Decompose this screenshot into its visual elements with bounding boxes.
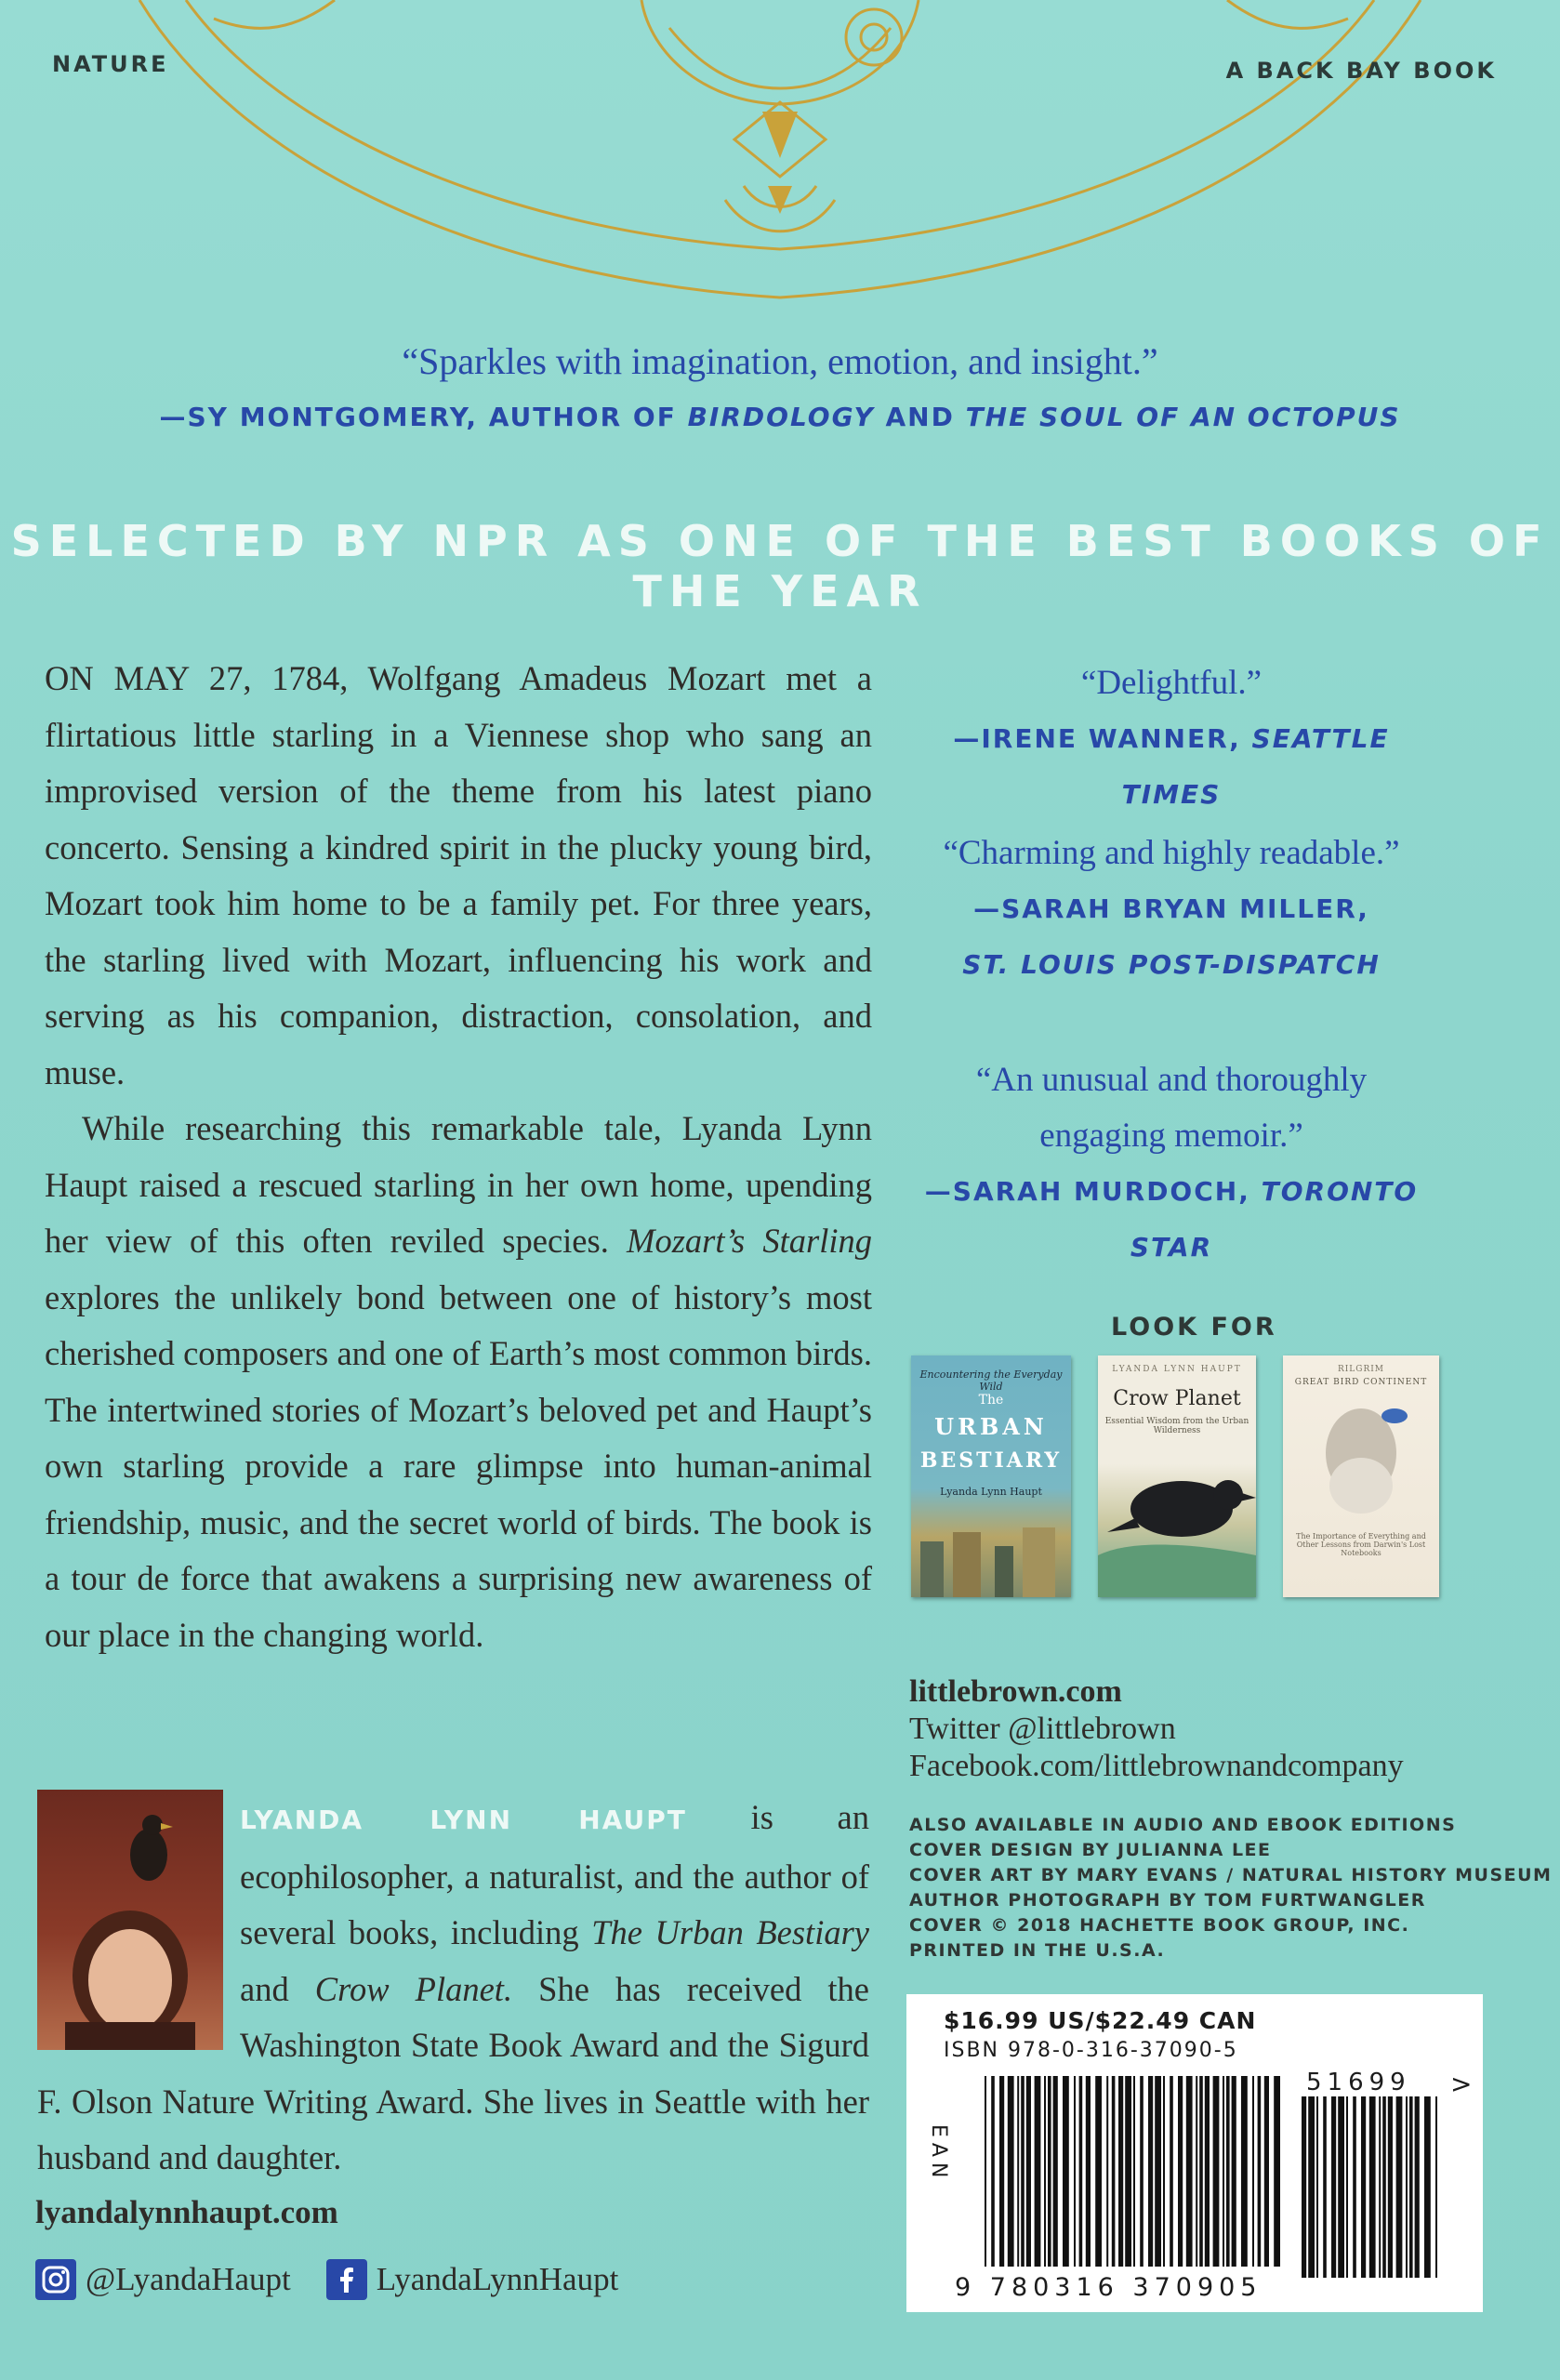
praise-2-source-pub-text: ST. LOUIS POST-DISPATCH (962, 949, 1381, 980)
author-social-links (35, 2259, 618, 2300)
ean-number: 9 780316 370905 (955, 2273, 1263, 2302)
imprint-label: A BACK BAY BOOK (1225, 58, 1497, 84)
attribution-mid: AND (874, 402, 966, 432)
praise-2-text: “Charming and highly readable.” (943, 834, 1400, 872)
praise-quote-1 (911, 655, 1432, 823)
credit-line: ALSO AVAILABLE IN AUDIO AND EBOOK EDITIONS (909, 1815, 1457, 1835)
gold-ornament-frame (0, 0, 1560, 316)
book-1-title-3: BESTIARY (919, 1448, 1063, 1473)
description-paragraph-1: ON MAY 27, 1784, Wolfgang Amadeus Mozart met a flirtatious little starling in a Viennese shop who sang an improvised version of the theme from his latest piano concerto. Sensing a kindred spirit in the plucky young bird, Mozart took him home to be a family pet. For three years, the starling lived with Mozart, influencing his work and serving as his companion, distraction, consolation, and muse. (45, 659, 872, 1091)
praise-1-source-pub: SEATTLE TIMES (1121, 723, 1390, 810)
crow-icon (1098, 1444, 1256, 1597)
book-3-author: RILGRIM (1337, 1365, 1385, 1374)
book-2-title: Crow Planet (1113, 1387, 1241, 1410)
credit-line: PRINTED IN THE U.S.A. (909, 1940, 1166, 1961)
facebook-handle[interactable]: LyandaLynnHaupt (376, 2261, 619, 2297)
credit-line: AUTHOR PHOTOGRAPH BY TOM FURTWANGLER (909, 1890, 1426, 1911)
attribution-title-2: THE SOUL OF AN OCTOPUS (965, 402, 1401, 432)
facebook-icon[interactable] (326, 2259, 367, 2300)
barcode-panel (906, 1994, 1483, 2312)
praise-3-source-name: —SARAH MURDOCH, (924, 1176, 1262, 1207)
publisher-site-text: littlebrown.com (909, 1674, 1122, 1709)
price-label: $16.99 US/$22.49 CAN (944, 2007, 1257, 2034)
book-1-subtitle: Encountering the Everyday Wild (919, 1368, 1063, 1393)
book-1-title-2: URBAN (934, 1413, 1048, 1440)
book-1-title-1: The (978, 1393, 1004, 1408)
book-2-subtitle: Essential Wisdom from the Urban Wilderness (1104, 1417, 1249, 1435)
praise-3-source (911, 1164, 1432, 1276)
publisher-info (909, 1673, 1404, 1785)
top-review-quote: “Sparkles with imagination, emotion, and insight.” (402, 340, 1158, 382)
barcode-bars-icon (985, 2076, 1282, 2267)
bio-text-c: She has received the Washington State Book Award and the Sigurd F. Olson Nature Writing Award. She lives in Seattle with her husband and daughter. (37, 1969, 870, 2176)
praise-1-source-name: —IRENE WANNER, (953, 723, 1252, 754)
praise-3-text-line-2: engaging memoir.” (1039, 1117, 1303, 1155)
paragraph-2-title: Mozart’s Starling (627, 1222, 872, 1260)
book-2-author: LYANDA LYNN HAUPT (1112, 1365, 1242, 1374)
praise-2-source-pub (911, 937, 1432, 993)
attribution-prefix: —SY MONTGOMERY, AUTHOR OF (159, 402, 688, 432)
paragraph-2-start: While researching this remarkable tale, Lyanda Lynn Haupt raised a rescued starling in her own home, upending her view of this often reviled species. (45, 1109, 872, 1260)
credit-line: COVER © 2018 HACHETTE BOOK GROUP, INC. (909, 1915, 1410, 1936)
author-bio (37, 1790, 869, 2187)
author-website[interactable]: lyandalynnhaupt.com (35, 2194, 338, 2230)
barcode-addon-number: 51699 (1306, 2069, 1411, 2096)
npr-banner: SELECTED BY NPR AS ONE OF THE BEST BOOKS OF THE YEAR (10, 516, 1550, 616)
book-description (45, 651, 872, 1663)
praise-1-source (911, 711, 1432, 823)
bio-text-a: is an ecophilosopher, a naturalist, and the author of several books, including (240, 1798, 870, 1951)
book-cover-great-bird-continent (1283, 1355, 1439, 1597)
bio-book-2: Crow Planet. (314, 1969, 513, 2008)
description-paragraph-2 (45, 1101, 872, 1663)
credit-line: COVER ART BY MARY EVANS / NATURAL HISTORY MUSEUM (909, 1865, 1553, 1885)
book-3-title: GREAT BIRD CONTINENT (1294, 1378, 1428, 1387)
praise-2-source-name: —SARAH BRYAN MILLER, (973, 893, 1369, 924)
isbn-label: ISBN 978-0-316-37090-5 (944, 2039, 1238, 2062)
portrait-illustration (1283, 1397, 1439, 1518)
praise-quote-3 (911, 1052, 1432, 1276)
praise-1-text: “Delightful.” (1080, 664, 1263, 702)
bio-book-1: The Urban Bestiary (591, 1913, 869, 1951)
credits-list (909, 1813, 1552, 1964)
book-1-illustration (911, 1514, 1071, 1597)
barcode-addon-bars-icon (1302, 2096, 1441, 2282)
top-review-attribution (0, 402, 1560, 432)
praise-3-text-line-1: “An unusual and thoroughly (975, 1061, 1368, 1099)
ean-label: EAN (927, 2124, 950, 2184)
book-3-subtitle: The Importance of Everything and Other Lessons from Darwin's Lost Notebooks (1296, 1532, 1426, 1557)
author-name: LYANDA LYNN HAUPT (240, 1805, 687, 1835)
instagram-handle[interactable]: @LyandaHaupt (86, 2261, 291, 2297)
publisher-site[interactable] (909, 1673, 1404, 1711)
publisher-twitter[interactable]: Twitter @littlebrown (909, 1712, 1176, 1746)
instagram-icon[interactable] (35, 2259, 76, 2300)
bio-text-b: and (240, 1969, 315, 2008)
barcode-addon-arrow: > (1450, 2069, 1473, 2099)
attribution-title-1: BIRDOLOGY (687, 402, 875, 432)
book-cover-urban-bestiary (911, 1355, 1071, 1597)
category-label: NATURE (52, 51, 169, 77)
look-for-label: LOOK FOR (1111, 1313, 1277, 1342)
book-1-author: Lyanda Lynn Haupt (940, 1486, 1042, 1498)
credit-line: COVER DESIGN BY JULIANNA LEE (909, 1840, 1272, 1860)
publisher-facebook[interactable]: Facebook.com/littlebrownandcompany (909, 1749, 1404, 1783)
paragraph-2-end: explores the unlikely bond between one of history’s most cherished composers and one of Earth’s most common birds. The intertwined stories of Mozart’s beloved pet and Haupt’s own starling provide a rare glimpse into human-animal friendship, music, and the secret world of birds. The book is a tour de force that awakens a surprising new awareness of our place in the changing world. (45, 1277, 872, 1654)
book-cover-crow-planet (1098, 1355, 1256, 1597)
praise-quote-2 (911, 826, 1432, 993)
praise-3-source-pub: TORONTO STAR (1130, 1176, 1419, 1263)
